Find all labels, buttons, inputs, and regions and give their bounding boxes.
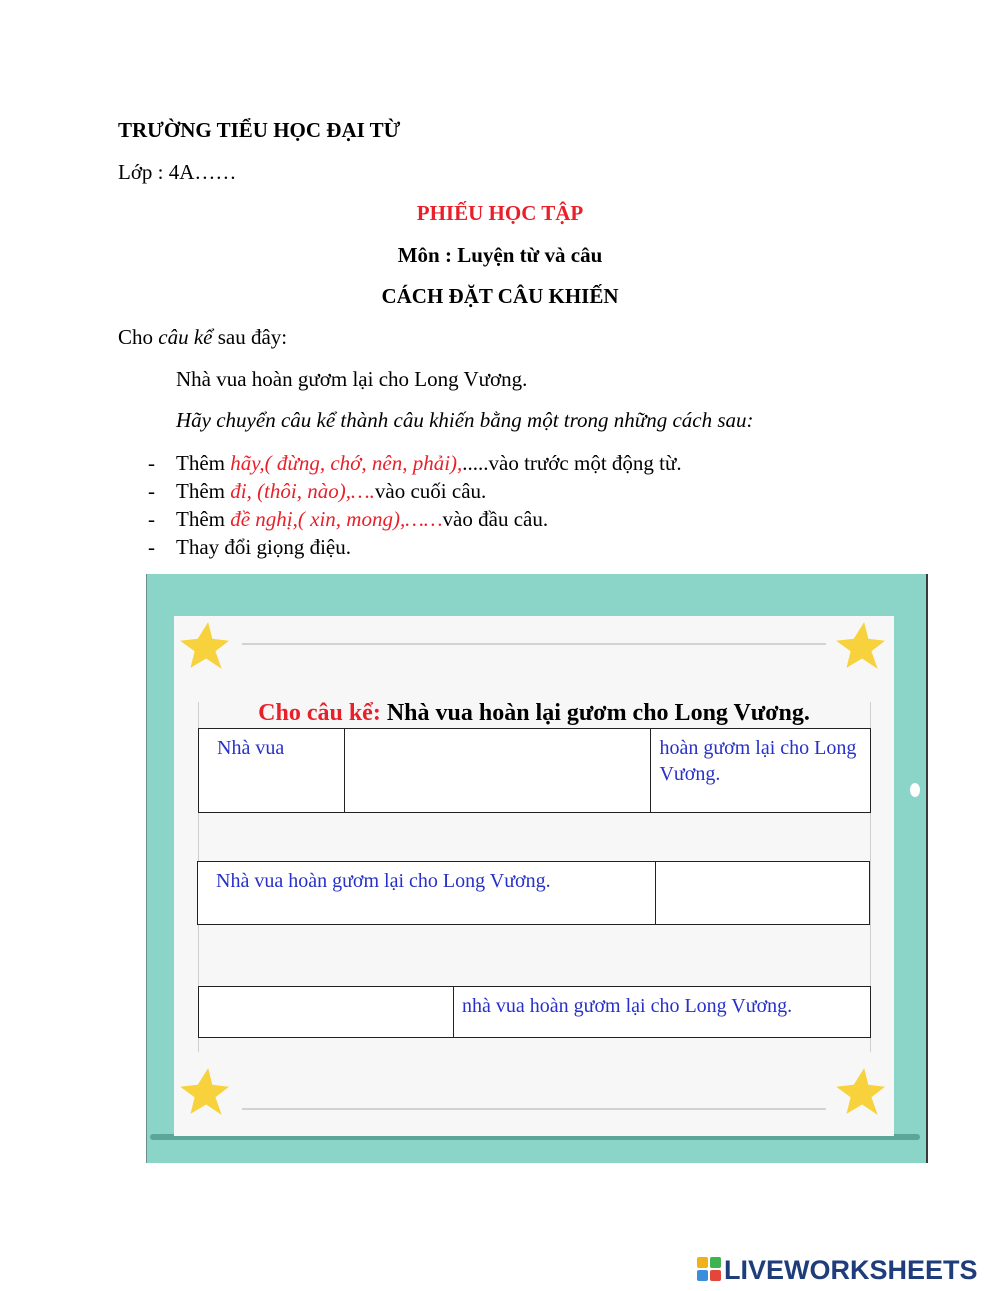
bullet-keywords: đề nghị,( xin, mong),…… [230, 507, 443, 531]
top-divider [242, 643, 826, 645]
bullet-lead: Thêm [176, 507, 231, 531]
bottom-divider [242, 1108, 826, 1110]
bullet-dash: - [148, 507, 155, 531]
subject-title: Môn : Luyện từ và câu [397, 243, 603, 267]
bullet-tail: vào đầu câu. [442, 507, 549, 531]
intro-suffix: sau đây: [212, 325, 288, 349]
star-icon [178, 620, 230, 672]
bullet-lead: Thay đổi giọng điệu. [176, 535, 351, 559]
school-name: TRƯỜNG TIỂU HỌC ĐẠI TỪ [118, 118, 401, 142]
bullet-item [148, 477, 848, 505]
answer-table-1 [198, 728, 871, 813]
class-line: Lớp : 4A…… [118, 160, 237, 184]
intro-prefix: Cho [118, 325, 159, 349]
worksheet-frame [146, 574, 928, 1163]
bullet-lead: Thêm [176, 451, 231, 475]
answer-table-3 [198, 986, 871, 1038]
answer-box-2[interactable] [656, 862, 870, 925]
worksheet-title-sentence: Nhà vua hoàn lại gươm cho Long Vương. [386, 700, 810, 726]
frame-edge-left [146, 574, 147, 1163]
given-sentence: Nhà vua hoàn gươm lại cho Long Vương. [198, 862, 656, 925]
given-sentence-lower: nhà vua hoàn gươm lại cho Long Vương. [453, 987, 870, 1038]
example-sentence: Nhà vua hoàn gươm lại cho Long Vương. [176, 367, 528, 391]
worksheet-paper [174, 616, 894, 1136]
worksheet-title [174, 700, 894, 727]
intro-term: câu kể [158, 325, 213, 349]
given-subject: Nhà vua [199, 729, 345, 813]
answer-box-3[interactable] [199, 987, 454, 1038]
star-icon [834, 620, 886, 672]
bullet-dash: - [148, 451, 155, 475]
bullet-tail: .....vào trước một động từ. [462, 451, 682, 475]
bullet-item [148, 505, 848, 533]
frame-edge-right [926, 574, 928, 1163]
brand-name: LIVEWORKSHEETS [724, 1255, 978, 1285]
liveworksheets-logo [697, 1255, 978, 1283]
topic-title: CÁCH ĐẶT CÂU KHIẾN [381, 284, 619, 308]
bullet-dash: - [148, 535, 155, 559]
star-icon [834, 1066, 886, 1118]
bullet-dash: - [148, 479, 155, 503]
bullet-lead: Thêm [176, 479, 231, 503]
answer-table-2 [197, 861, 870, 925]
bullet-keywords: hãy,( đừng, chớ, nên, phải), [230, 451, 463, 475]
bullet-tail: vào cuối câu. [374, 479, 487, 503]
intro-line [118, 324, 287, 350]
star-icon [178, 1066, 230, 1118]
scroll-indicator [910, 783, 920, 797]
sheet-title: PHIẾU HỌC TẬP [416, 201, 584, 225]
answer-box-1[interactable] [344, 729, 651, 813]
instruction: Hãy chuyển câu kể thành câu khiến bằng một trong những cách sau: [176, 408, 754, 432]
bullet-keywords: đi, (thôi, nào),…. [230, 479, 375, 503]
worksheet-title-prefix: Cho câu kể: [258, 700, 387, 726]
given-predicate: hoàn gươm lại cho Long Vương. [651, 729, 871, 813]
liveworksheets-logo-icon [697, 1257, 721, 1281]
bullet-item [148, 449, 848, 477]
bullet-item [148, 533, 848, 561]
